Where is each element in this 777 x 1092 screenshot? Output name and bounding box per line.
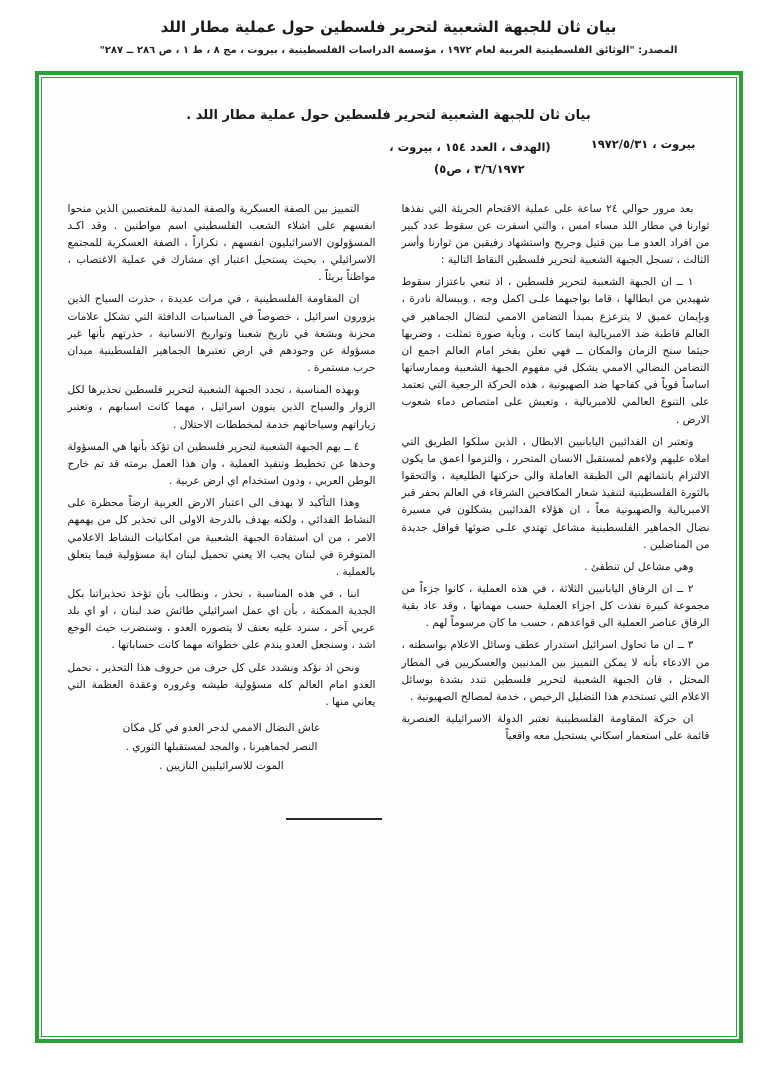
publication-reference xyxy=(389,137,550,181)
slogan-line: النصر لجماهيرنا ، والمجد لمستقبلها الثوري . xyxy=(125,741,318,754)
paragraph: وهذا التأكيد لا يهدف الى اعتبار الارض العربية ارضاً محظرة على النشاط الفدائي ، ولكنه يهدف بالدرجة الاولى الى تحذير كل من يهمهم الامر ، من ان استفادة الجبهة الشعبية من امكانيات النشاط الاعلامي المتوفرة في لبنان يجب الا يعني تحميل لبنان اية مسؤولية فيما يتعلق بالعملية . xyxy=(67,497,376,578)
column-left-paragraphs xyxy=(68,201,376,711)
paragraph: وبهذه المناسبة ، تجدد الجبهة الشعبية لتحرير فلسطين تحذيرها لكل الزوار والسياح الذين ينوون اسرائيل ، مهما كانت اسبابهم ، وتعتبر زياراتهم وسياحاتهم خدمة لمخططات الاحتلال . xyxy=(67,384,376,431)
reference-line-1: (الهدف ، العدد ١٥٤ ، بيروت ، xyxy=(389,140,551,154)
column-right xyxy=(402,201,710,777)
paragraph: وهي مشاعل لن تنطفئ . xyxy=(584,560,694,573)
paragraph: التمييز بين الصفة العسكرية والصفة المدنية للمغتصبين الذين منحوا انفسهم على اشلاء الشعب الفلسطيني اسم مواطنين . وقد اكـد المسؤولون الاسرائيليون انفسهم ، تكراراً ، الصفة العسكرية للمجتمع الاسرائيلي ، بحيث يستحيل اعتبار اي مشارك في عملية الاغتصاب ، مواطناً بريئاً . xyxy=(67,202,376,284)
paragraph: وتعتبر ان الفدائيين اليابانيين الابطال ، الذين سلكوا الطريق التي املاه عليهم ولاءهم لمستقبل الانسان المتحرر ، والتزموا اعمق ما يكون الالتزام بانتمائهم الى الطبقة العاملة والى حركتها الطليعية ، والتحقوا بالثورة الفلسطينية لتنفيذ شعار المكافحين الشرفاء في العالم بحفر قبر الامبريالية والصهيونية معاً ، ان هؤلاء الفدائيين يشكلون في مسيرة نضال الجماهير الفلسطينية مشاعل تهتدي علـى ضوئها قوافل جديدة من المناضلين . xyxy=(401,435,710,551)
green-frame xyxy=(35,71,743,1043)
paragraph: ونحن اذ نؤكد ونشدد على كل حرف من حروف هذا التحذير ، نحمل العدو امام العالم كله مسؤولية طيشه وغروره وعقدة العظمة التي يعاني منها . xyxy=(67,661,376,708)
paragraph: ١ ــ ان الجبهة الشعبية لتحرير فلسطين ، اذ تنعي باعتزاز سقوط شهيدين من ابطالها ، قاما بواجبهما علـى اكمل وجه ، وببسالة نادرة ، وبإيمان عميق لا يتزعزع بمبدأ التضامن الاممي لنضال الجماهير في العالم قاطبة ضد الامبريالية اينما كانت ، وبأية صورة تمثلت ، وضربها حيثما سنح الزمان والمكان ــ فهي تعلن بفخر امام العالم اجمع ان التضامن النضالي الاممي يشكل في مفهوم الجبهة الشعبية وممارساتها اساساً قوياً في كفاحها ضد الصهيونية ، هذه الحركة الرجعية التي تعتمد على التنوع العالمي للامبريالية ، وتعيش على امتصاص دماء شعوب الارض . xyxy=(401,276,710,426)
dateline-row xyxy=(68,137,710,181)
source-citation: المصدر: "الوثائق الفلسطينية العربية لعام ١٩٧٢ ، مؤسسة الدراسات الفلسطينية ، بيروت ، مج ٨ ، ط ١ ، ص ٢٨٦ ــ ٢٨٧" xyxy=(99,45,678,56)
slogan-line: الموت للاسرائيليين النازيين . xyxy=(159,760,284,773)
paragraph: ٣ ــ ان ما تحاول اسرائيل استدرار عطف وسائل الاعلام بواسطته ، من الادعاء بأنه لا يمكن التمييز بين المدنيين والعسكريين في المطار المحتل ، فان الجبهة الشعبية لتحرير فلسطين تندد بشدة بوسائل الاعلام التي تستخدم هذا التضليل الرخيص ، خدمة لمصالح الصهيونية . xyxy=(401,639,710,703)
dateline-place-date: بيروت ، ١٩٧٢/٥/٣١ xyxy=(590,137,696,151)
header-title: بيان ثان للجبهة الشعبية لتحرير فلسطين حول عملية مطار اللد xyxy=(160,18,617,36)
paragraph: ٤ ــ يهم الجبهة الشعبية لتحرير فلسطين ان تؤكد بأنها هي المسؤولة وحدها عن تخطيط وتنفيذ العملية ، وان هذا العمل برمته قد تم خارج الوطن العربي ، ودون استخدام اي ارض عربية . xyxy=(67,440,376,488)
paragraph: ان حركة المقاومة الفلسطينية تعتبر الدولة الاسرائيلية العنصرية قائمة على استعمار اسكاني يستحيل معه واقعياً xyxy=(401,713,710,743)
page-header xyxy=(0,0,777,56)
paragraph: ان المقاومة الفلسطينية ، في مرات عديدة ، حذرت السياح الذين يزورون اسرائيل ، خصوصاً في المناسبات الدافئة التي تشكل علامات محزنة وبشعة في تاريخ شعبنا وتواريخ الانسانية ، حذرتهم بأنها غير مسؤولة عن وجودهم في ارض تعتبرها الجماهير الفلسطينية ميدان حرب مستمرة . xyxy=(67,293,376,375)
end-rule xyxy=(286,818,382,820)
paragraph: بعد مرور حوالي ٢٤ ساعة على عملية الاقتحام الجريئة التي نفذها ثوارنا في مطار اللد مساء امس ، والتي اسفرت عن سقوط عدد كبير من افراد العدو مـا بين قتيل وجريح واستشهاد رفيقين من ثوارنا وأسر الثالث ، تسجل الجبهة الشعبية لتحرير فلسطين النقاط التالية : xyxy=(401,202,710,267)
paragraph: اننا ، في هذه المناسبة ، نحذر ، ونطالب بأن تؤخذ تحذيراتنا بكل الجدية الممكنة ، بأن اي عمل اسرائيلي طائش ضد لبنان ، او اي بلد عربي آخر ، سنرد عليه بعنف لا يتصوره العدو ، وسنضرب حيث الوجع اشد ، وسنجعل العدو يندم على خطواته مهما كانت حساباتها . xyxy=(67,587,376,652)
document-title: بيان ثان للجبهة الشعبية لتحرير فلسطين حول عملية مطار اللد . xyxy=(186,108,591,123)
paragraph: ٢ ــ ان الرفاق اليابانيين الثلاثة ، في هذه العملية ، كانوا جزءاً من مجموعة كبيرة نفذت كل اجزاء العملية حسب مهماتها ، وقد عاد بقية الرفاق عناصر العملية الى قواعدهم ، حسب ما كان مرسوماً لهم . xyxy=(401,582,710,630)
closing-slogans xyxy=(68,719,376,776)
reference-line-2: ٣/٦/١٩٧٢ ، ص٥) xyxy=(434,161,525,176)
two-column-body xyxy=(68,201,710,777)
column-left xyxy=(68,201,376,777)
slogan-line: عاش النضال الاممي لدحر العدو في كل مكان xyxy=(122,722,321,735)
document-page xyxy=(41,77,737,1037)
